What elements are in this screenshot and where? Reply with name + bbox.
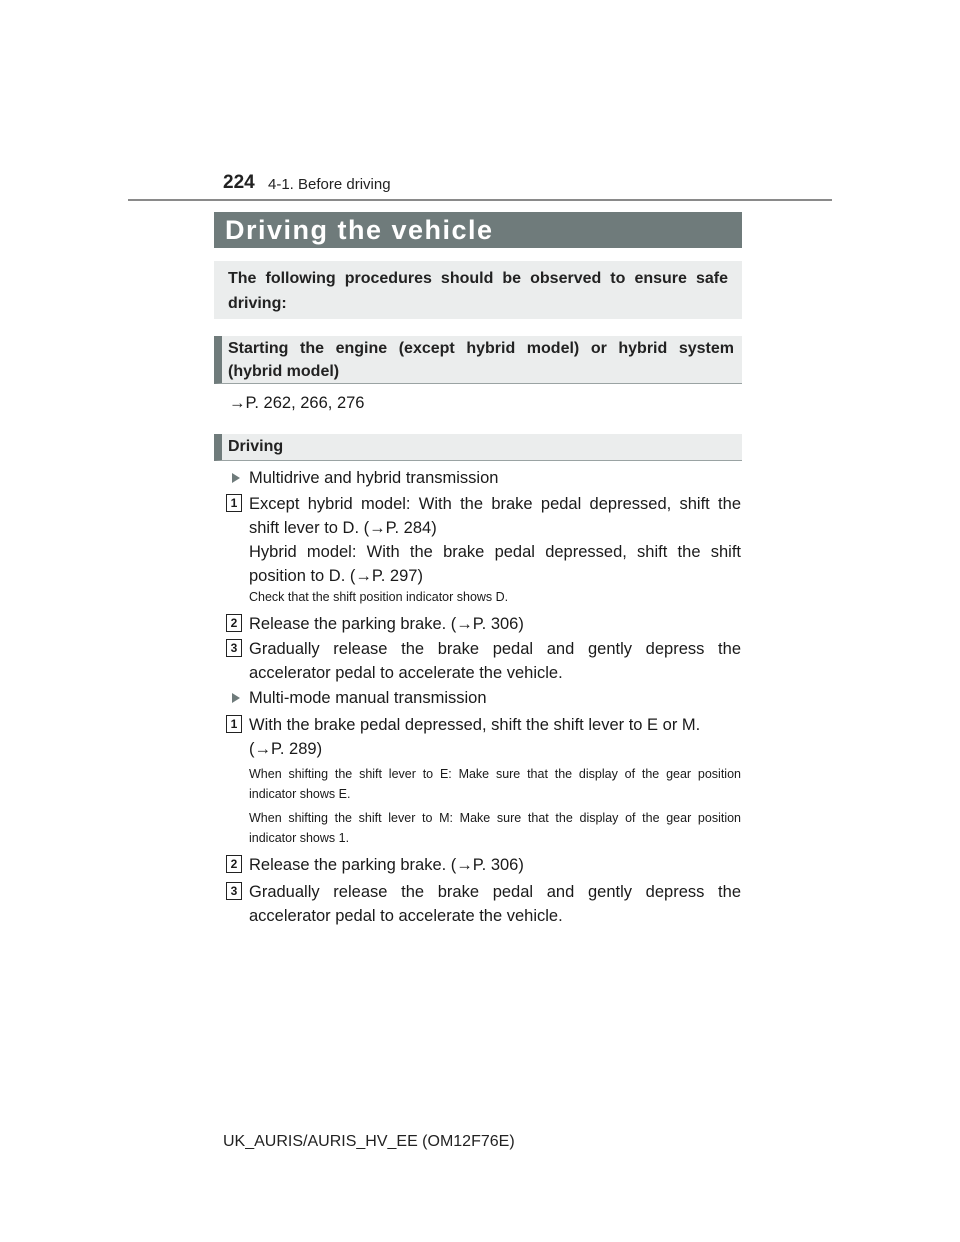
- starting-reference: →P. 262, 266, 276: [229, 394, 365, 412]
- step-number-badge: 1: [226, 715, 242, 733]
- multimode-step2: Release the parking brake. (→P. 306): [249, 856, 524, 874]
- multidrive-step1-note: Check that the shift position indicator shows D.: [249, 590, 509, 604]
- multimode-bullet: [232, 686, 487, 710]
- step-number-badge: 3: [226, 639, 242, 657]
- driving-heading: Driving: [214, 434, 742, 461]
- multidrive-step1-line1: Except hybrid model: With the brake pedal depressed, shift the shift lever to D. (→P. 284): [249, 495, 741, 537]
- step-number-badge: 2: [226, 855, 242, 873]
- multimode-step1-line2: (→P. 289): [249, 740, 323, 758]
- section-label: 4-1. Before driving: [268, 176, 391, 193]
- bullet-triangle-icon: [232, 473, 240, 483]
- header-divider: [128, 199, 832, 201]
- bullet-triangle-icon: [232, 693, 240, 703]
- multidrive-step1-line2: Hybrid model: With the brake pedal depressed, shift the shift position to D. (→P. 297): [249, 543, 741, 585]
- multimode-step1-note2: When shifting the shift lever to M: Make sure that the display of the gear position indicator shows 1.: [249, 811, 741, 845]
- multidrive-label: Multidrive and hybrid transmission: [249, 469, 499, 487]
- step-number-badge: 2: [226, 614, 242, 632]
- page-title: Driving the vehicle: [214, 212, 742, 248]
- multimode-step1-note1: When shifting the shift lever to E: Make sure that the display of the gear position indicator shows E.: [249, 767, 741, 801]
- multimode-label: Multi-mode manual transmission: [249, 689, 487, 707]
- document-code-footer: UK_AURIS/AURIS_HV_EE (OM12F76E): [223, 1133, 515, 1150]
- starting-heading: Starting the engine (except hybrid model) or hybrid system (hybrid model): [214, 336, 742, 384]
- multidrive-step3: Gradually release the brake pedal and gently depress the accelerator pedal to accelerate the vehicle.: [249, 640, 741, 682]
- step-number-badge: 3: [226, 882, 242, 900]
- step-number-badge: 1: [226, 494, 242, 512]
- multimode-step1-line1: With the brake pedal depressed, shift the shift lever to E or M.: [249, 716, 701, 734]
- multidrive-step2: Release the parking brake. (→P. 306): [249, 615, 524, 633]
- multimode-step3: Gradually release the brake pedal and gently depress the accelerator pedal to accelerate the vehicle.: [249, 883, 741, 925]
- page-number: 224: [223, 172, 255, 193]
- intro-box: The following procedures should be observed to ensure safe driving:: [214, 261, 742, 319]
- multidrive-bullet: [232, 466, 498, 490]
